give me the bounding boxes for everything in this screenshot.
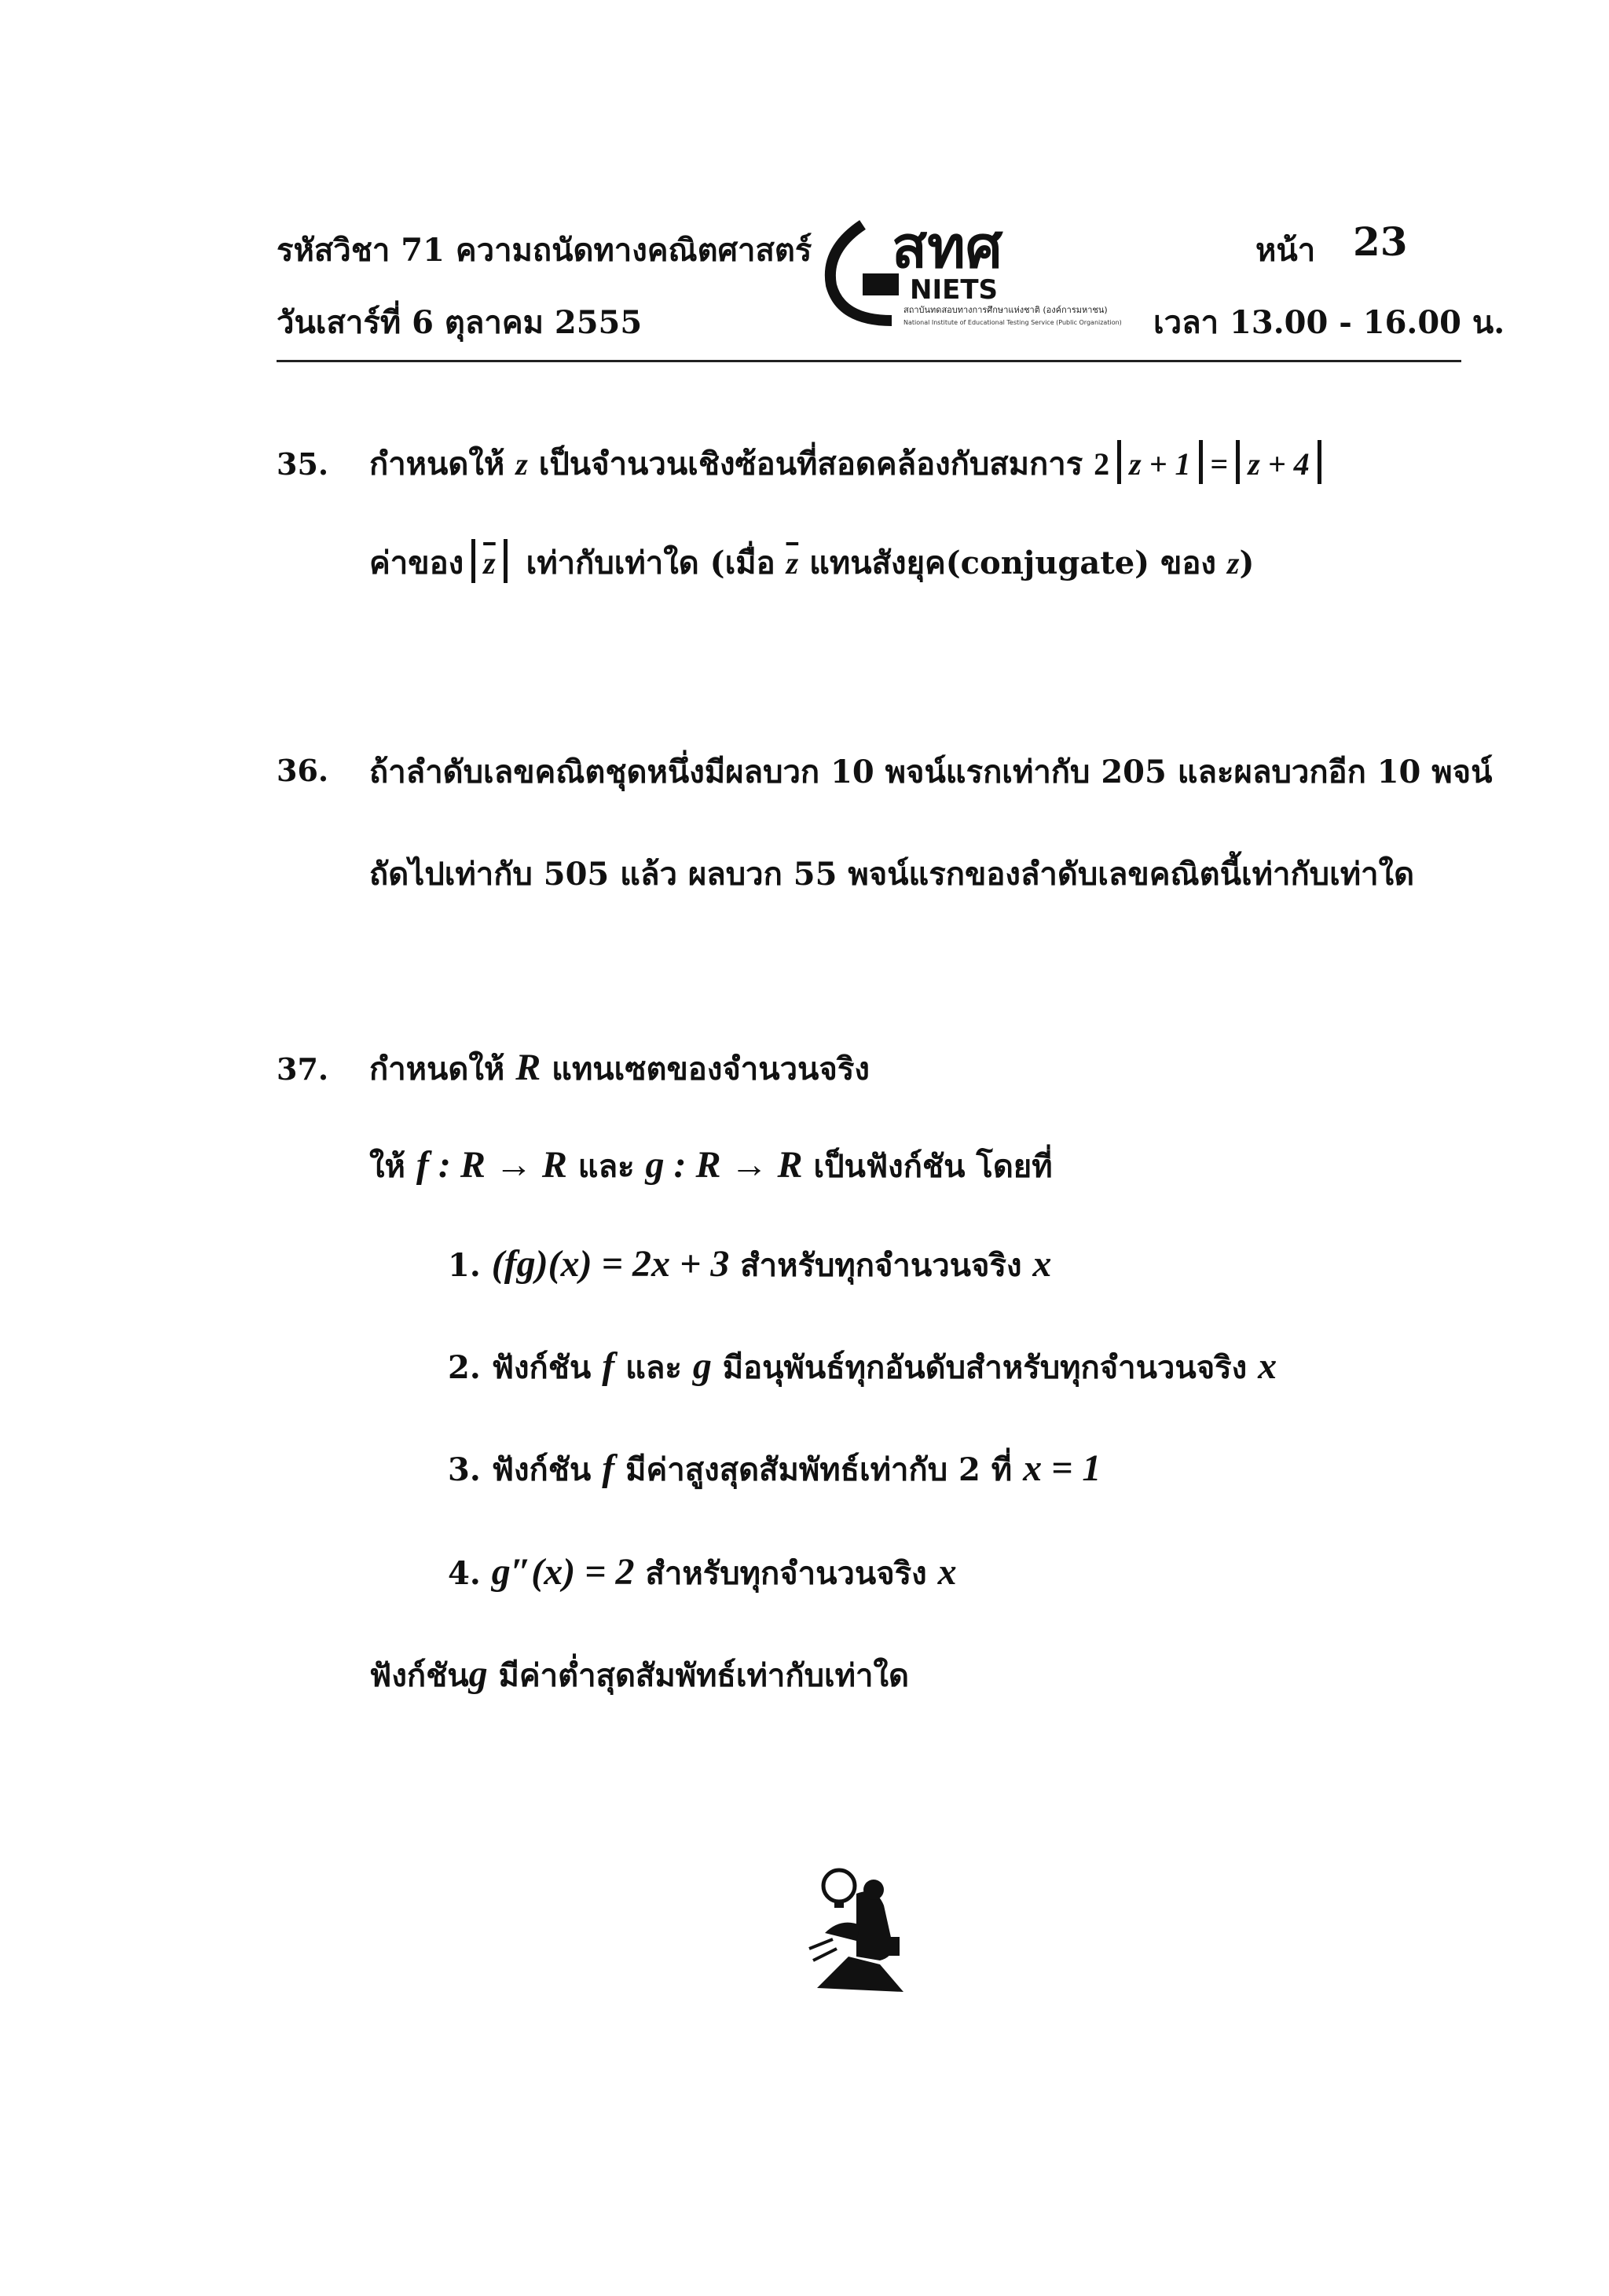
- abs-bar: [1236, 440, 1240, 484]
- item-text-a: ฟังก์ชัน: [491, 1451, 592, 1488]
- item-text-b: และ: [625, 1349, 682, 1386]
- item-g: g: [692, 1345, 712, 1387]
- q35-zbar: $\overline{z}$: [483, 545, 496, 581]
- q35-z-2: z: [1226, 545, 1240, 581]
- q37-given-text: ให้: [369, 1148, 405, 1185]
- subject-code: รหัสวิชา 71 ความถนัดทางคณิตศาสตร์: [277, 232, 812, 269]
- item-text-b: มีค่าสูงสุดสัมพัทธ์เท่ากับ 2 ที่: [625, 1451, 1013, 1488]
- q37-f-map: f : R → R: [416, 1144, 567, 1186]
- q36-line1: ถ้าลำดับเลขคณิตชุดหนึ่งมีผลบวก 10 พจน์แรกเท่ากับ 205 และผลบวกอีก 10 พจน์: [369, 754, 1493, 790]
- item-text-c: มีอนุพันธ์ทุกอันดับสำหรับทุกจำนวนจริง: [722, 1349, 1248, 1386]
- q37-number: 37.: [277, 1051, 329, 1087]
- header-divider: [277, 360, 1461, 362]
- q35-text-d: เท่ากับเท่าใด (เมื่อ: [526, 545, 775, 581]
- q36-line2: ถัดไปเท่ากับ 505 แล้ว ผลบวก 55 พจน์แรกของลำดับเลขคณิตนี้เท่ากับเท่าใด: [369, 856, 1415, 893]
- q35-eq-left: z + 1: [1129, 446, 1191, 482]
- q37-intro: [369, 1043, 870, 1094]
- item-var: x: [1258, 1345, 1277, 1387]
- q35-zbar-2: $\overline{z}$: [786, 545, 799, 581]
- q37-question: [369, 1650, 909, 1700]
- q37-item-2: [448, 1342, 1277, 1392]
- q37-question-g: g: [468, 1653, 488, 1695]
- exam-time: เวลา 13.00 - 16.00 น.: [1153, 304, 1505, 341]
- q35-line1: [369, 438, 1329, 489]
- q35-eq-coef: 2: [1094, 446, 1110, 482]
- q37-item-3: [448, 1444, 1101, 1495]
- logo-subtitle-en: National Institute of Educational Testing Service (Public Organization): [903, 319, 1122, 326]
- q35-number: 35.: [277, 446, 329, 482]
- item-math: (fg)(x) = 2x + 3: [491, 1243, 730, 1285]
- q35-text-b: เป็นจำนวนเชิงซ้อนที่สอดคล้องกับสมการ: [538, 446, 1083, 482]
- q37-g-map: g : R → R: [645, 1144, 803, 1186]
- item-text-a: ฟังก์ชัน: [491, 1349, 592, 1386]
- thinker-mascot-icon: [801, 1862, 911, 1996]
- item-f: f: [602, 1447, 615, 1489]
- item-number: 3.: [448, 1451, 481, 1488]
- q37-given-text-2: เป็นฟังก์ชัน โดยที่: [813, 1148, 1053, 1185]
- abs-bar: [1318, 440, 1321, 484]
- q36-number: 36.: [277, 753, 329, 788]
- q37-given: [369, 1141, 1053, 1191]
- q35-text-c: ค่าของ: [369, 545, 464, 581]
- q35-eq-right: z + 4: [1248, 446, 1310, 482]
- item-number: 4.: [448, 1555, 481, 1592]
- item-math: x = 1: [1023, 1447, 1101, 1489]
- logo-subtitle-th: สถาบันทดสอบทางการศึกษาแห่งชาติ (องค์การมหาชน): [903, 305, 1108, 315]
- q37-text-a: กำหนดให้: [369, 1051, 505, 1087]
- q35-line2: [369, 537, 1254, 588]
- q35-z: z: [515, 446, 528, 482]
- q37-R: R: [515, 1047, 541, 1088]
- abs-bar: [471, 539, 475, 583]
- abs-bar: [1199, 440, 1203, 484]
- item-text: สำหรับทุกจำนวนจริง: [645, 1555, 927, 1592]
- item-f: f: [602, 1345, 615, 1387]
- abs-bar: [1117, 440, 1121, 484]
- page-label: หน้า: [1255, 232, 1316, 269]
- q37-question-text: ฟังก์ชัน: [369, 1657, 469, 1694]
- q37-item-1: [448, 1240, 1051, 1290]
- item-var: x: [937, 1551, 957, 1593]
- page-number: 23: [1353, 218, 1408, 265]
- item-var: x: [1032, 1243, 1052, 1285]
- logo-english-text: NIETS: [910, 274, 999, 306]
- q35-text-e: แทนสังยุค(conjugate) ของ: [809, 545, 1216, 581]
- q35-eq-equals: =: [1210, 446, 1229, 482]
- item-math: g″(x) = 2: [491, 1551, 635, 1593]
- abs-bar: [504, 539, 508, 583]
- q35-text-a: กำหนดให้: [369, 446, 505, 482]
- q37-question-text-2: มีค่าต่ำสุดสัมพัทธ์เท่ากับเท่าใด: [498, 1657, 909, 1694]
- exam-date: วันเสาร์ที่ 6 ตุลาคม 2555: [277, 304, 643, 341]
- niets-logo: [817, 211, 1210, 328]
- item-number: 1.: [448, 1247, 481, 1284]
- item-text: สำหรับทุกจำนวนจริง: [740, 1247, 1022, 1284]
- q37-item-4: [448, 1548, 957, 1598]
- q37-and: และ: [577, 1148, 635, 1185]
- q35-close-paren: ): [1239, 545, 1255, 581]
- q37-text-b: แทนเซตของจำนวนจริง: [552, 1051, 870, 1087]
- logo-thai-text: สทศ: [892, 214, 1002, 281]
- item-number: 2.: [448, 1349, 481, 1386]
